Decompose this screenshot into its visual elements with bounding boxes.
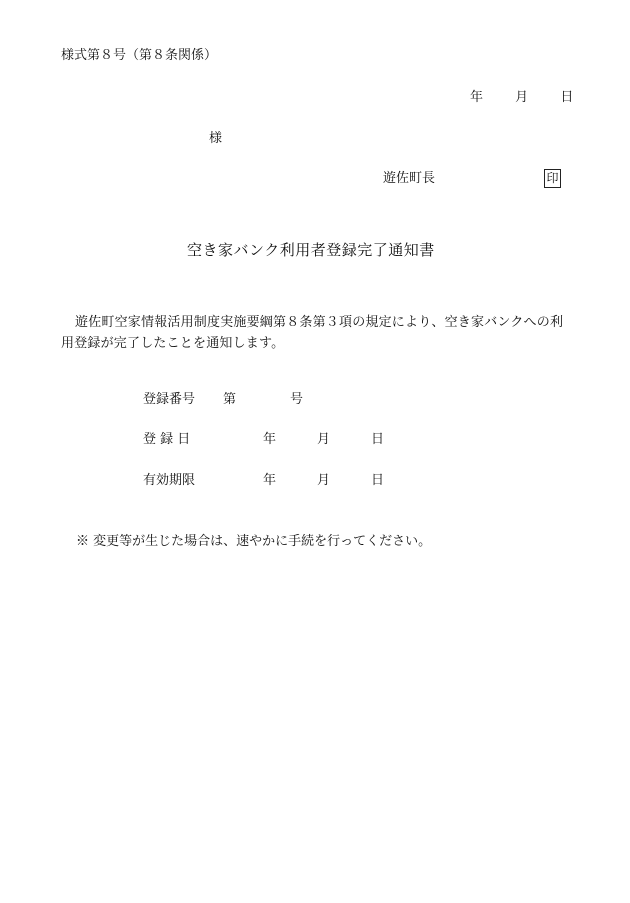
registration-number-prefix: 第 <box>223 392 237 407</box>
document-title: 空き家バンク利用者登録完了通知書 <box>187 241 435 259</box>
date-day-label: 日 <box>560 90 574 105</box>
issuer-name: 遊佐町長 <box>383 171 436 186</box>
issue-date-line <box>470 90 573 106</box>
date-month-label: 月 <box>515 90 529 105</box>
addressee-honorific: 様 <box>209 131 223 146</box>
seal-mark: 印 <box>544 169 561 188</box>
registration-date-year: 年 <box>263 432 277 447</box>
expiry-month: 月 <box>317 473 331 488</box>
body-paragraph: 遊佐町空家情報活用制度実施要綱第８条第３項の規定により、空き家バンクへの利用登録が完了したことを通知します。 <box>61 315 564 351</box>
date-year-label: 年 <box>470 90 484 105</box>
form-number: 様式第８号（第８条関係） <box>61 48 218 63</box>
change-notice: ※ 変更等が生じた場合は、速やかに手続を行ってください。 <box>76 534 432 549</box>
registration-date-day: 日 <box>371 432 385 447</box>
expiry-label: 有効期限 <box>143 473 196 488</box>
expiry-day: 日 <box>371 473 385 488</box>
registration-number-label: 登録番号 <box>143 392 196 407</box>
registration-date-month: 月 <box>317 432 331 447</box>
expiry-year: 年 <box>263 473 277 488</box>
registration-number-suffix: 号 <box>290 392 304 407</box>
registration-date-label: 登 録 日 <box>143 432 191 447</box>
